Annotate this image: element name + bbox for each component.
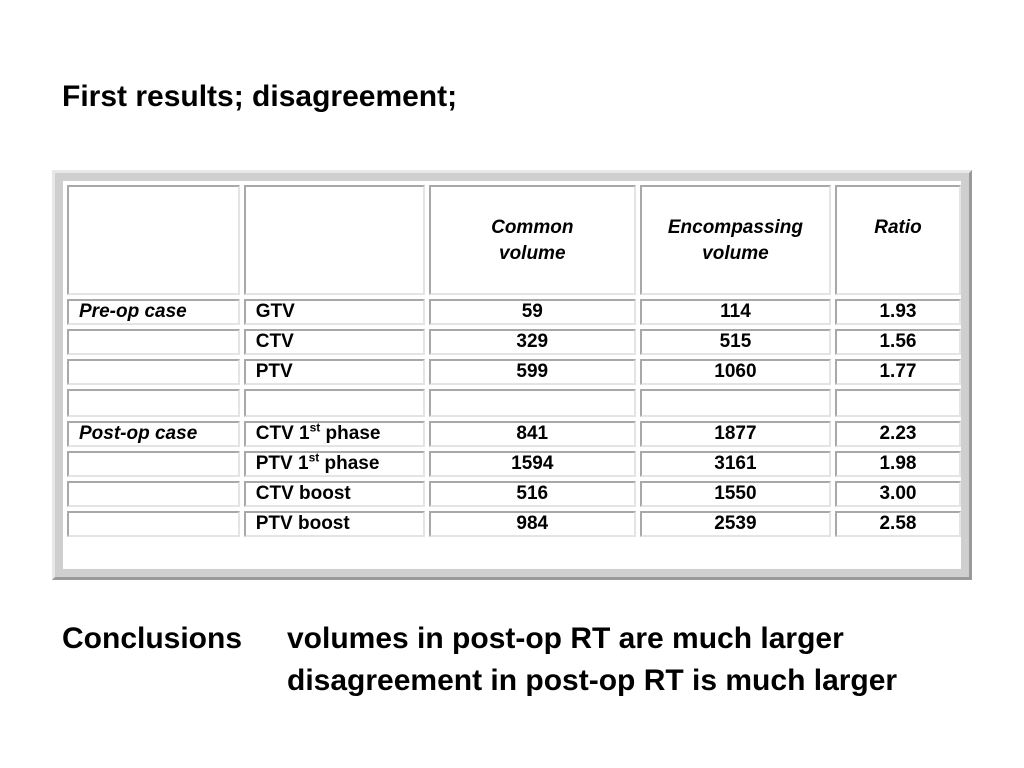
structure-name: GTV [255,301,295,322]
encompassing-volume-cell: 1060 [640,359,831,385]
ratio-cell: 2.58 [835,511,961,537]
table-row [67,359,961,385]
ratio-cell: 3.00 [835,481,961,507]
table-row [67,421,961,447]
ratio-cell [835,389,961,417]
case-cell [67,511,240,537]
header-case-cell [67,185,240,295]
table-frame [52,170,972,580]
common-volume-cell: 329 [429,329,636,355]
structure-cell [244,299,425,325]
header-encompassing-line1: Encompassing [667,217,804,238]
ratio-cell: 2.23 [835,421,961,447]
structure-cell [244,329,425,355]
structure-ordinal-suffix: st [308,450,320,465]
structure-cell [244,389,425,417]
case-cell [67,329,240,355]
case-cell: Pre-op case [67,299,240,325]
structure-cell [244,511,425,537]
results-table [63,181,965,541]
table-row [67,389,961,417]
structure-ordinal-suffix: st [309,420,321,435]
ratio-cell: 1.93 [835,299,961,325]
conclusions-label: Conclusions [62,622,243,655]
conclusions-lines [287,618,897,702]
structure-cell [244,481,425,507]
structure-cell [244,451,425,477]
table-row [67,329,961,355]
case-cell: Post-op case [67,421,240,447]
encompassing-volume-cell: 515 [640,329,831,355]
structure-name: CTV boost [255,483,351,504]
conclusion-line-1: volumes in post-op RT are much larger [287,622,844,655]
header-common-volume [429,185,636,295]
header-common-line2: volume [499,243,566,264]
table-inner [63,181,961,569]
common-volume-cell: 599 [429,359,636,385]
structure-name: CTV [255,331,294,352]
structure-name: PTV 1 [255,453,309,474]
structure-cell [244,359,425,385]
table-row [67,299,961,325]
encompassing-volume-cell: 114 [640,299,831,325]
header-structure-cell [244,185,425,295]
encompassing-volume-cell: 1877 [640,421,831,447]
ratio-cell: 1.98 [835,451,961,477]
encompassing-volume-cell: 3161 [640,451,831,477]
slide-title: First results; disagreement; [62,80,458,113]
encompassing-volume-cell: 2539 [640,511,831,537]
encompassing-volume-cell: 1550 [640,481,831,507]
header-common-line1: Common [491,217,574,238]
structure-name: PTV boost [255,513,350,534]
common-volume-cell: 984 [429,511,636,537]
case-cell [67,359,240,385]
table-row [67,451,961,477]
ratio-cell: 1.77 [835,359,961,385]
structure-name: PTV [255,361,293,382]
header-encompassing-line2: volume [702,243,769,264]
header-encompassing-volume [640,185,831,295]
common-volume-cell: 59 [429,299,636,325]
ratio-cell: 1.56 [835,329,961,355]
table-body [67,299,961,537]
table-header-row [67,185,961,295]
structure-name: CTV 1 [255,423,310,444]
table-row [67,511,961,537]
common-volume-cell [429,389,636,417]
case-cell [67,481,240,507]
conclusion-line-2: disagreement in post-op RT is much larger [287,664,898,697]
case-cell [67,451,240,477]
table-row [67,481,961,507]
structure-suffix: phase [319,453,380,474]
encompassing-volume-cell [640,389,831,417]
common-volume-cell: 516 [429,481,636,507]
structure-cell [244,421,425,447]
common-volume-cell: 1594 [429,451,636,477]
structure-suffix: phase [320,423,381,444]
case-cell [67,389,240,417]
header-ratio: Ratio [835,185,961,295]
common-volume-cell: 841 [429,421,636,447]
